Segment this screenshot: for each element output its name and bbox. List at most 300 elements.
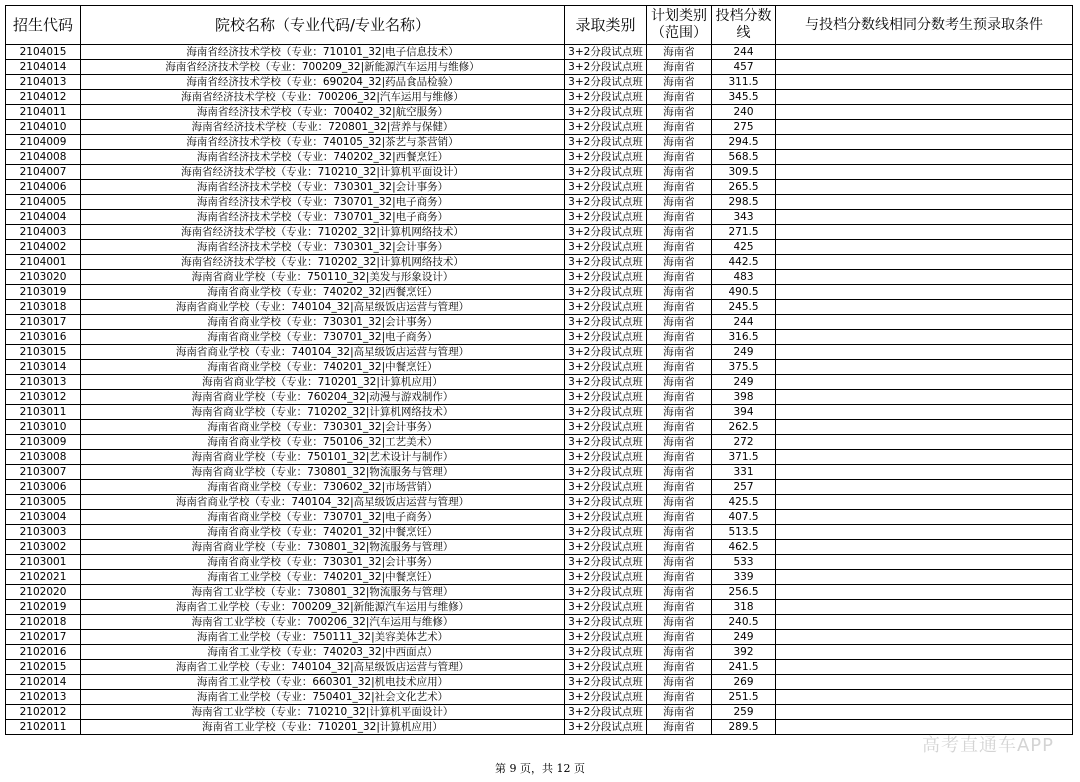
cell-code: 2102018 bbox=[6, 615, 81, 630]
table-row bbox=[6, 240, 1073, 255]
table-row bbox=[6, 690, 1073, 705]
cell-code: 2104009 bbox=[6, 135, 81, 150]
cell-plan-category: 海南省 bbox=[647, 150, 712, 165]
table-row bbox=[6, 315, 1073, 330]
cell-plan-category: 海南省 bbox=[647, 75, 712, 90]
cell-school-major: 海南省商业学校（专业：750106_32|工艺美术） bbox=[81, 435, 565, 450]
cell-school-major: 海南省经济技术学校（专业：740105_32|茶艺与茶营销） bbox=[81, 135, 565, 150]
table-row bbox=[6, 75, 1073, 90]
cell-cutoff-score: 568.5 bbox=[712, 150, 776, 165]
cell-plan-category: 海南省 bbox=[647, 450, 712, 465]
cell-tie-condition bbox=[776, 390, 1073, 405]
cell-school-major: 海南省经济技术学校（专业：700206_32|汽车运用与维修） bbox=[81, 90, 565, 105]
table-row bbox=[6, 720, 1073, 735]
cell-plan-category: 海南省 bbox=[647, 480, 712, 495]
cell-plan-category: 海南省 bbox=[647, 645, 712, 660]
cell-admission-category: 3+2分段试点班 bbox=[565, 525, 647, 540]
cell-school-major: 海南省工业学校（专业：750111_32|美容美体艺术） bbox=[81, 630, 565, 645]
cell-admission-category: 3+2分段试点班 bbox=[565, 240, 647, 255]
table-row bbox=[6, 330, 1073, 345]
table-row bbox=[6, 60, 1073, 75]
cell-cutoff-score: 462.5 bbox=[712, 540, 776, 555]
table-row bbox=[6, 480, 1073, 495]
cell-plan-category: 海南省 bbox=[647, 690, 712, 705]
cell-admission-category: 3+2分段试点班 bbox=[565, 360, 647, 375]
cell-plan-category: 海南省 bbox=[647, 660, 712, 675]
cell-cutoff-score: 249 bbox=[712, 375, 776, 390]
cell-tie-condition bbox=[776, 315, 1073, 330]
cell-plan-category: 海南省 bbox=[647, 540, 712, 555]
cell-tie-condition bbox=[776, 360, 1073, 375]
cell-school-major: 海南省经济技术学校（专业：740202_32|西餐烹饪） bbox=[81, 150, 565, 165]
cell-cutoff-score: 271.5 bbox=[712, 225, 776, 240]
cell-plan-category: 海南省 bbox=[647, 555, 712, 570]
cell-tie-condition bbox=[776, 450, 1073, 465]
cell-code: 2104011 bbox=[6, 105, 81, 120]
cell-code: 2102012 bbox=[6, 705, 81, 720]
cell-admission-category: 3+2分段试点班 bbox=[565, 600, 647, 615]
table-row bbox=[6, 45, 1073, 60]
cell-tie-condition bbox=[776, 210, 1073, 225]
cell-admission-category: 3+2分段试点班 bbox=[565, 480, 647, 495]
cell-school-major: 海南省工业学校（专业：730801_32|物流服务与管理） bbox=[81, 585, 565, 600]
cell-school-major: 海南省经济技术学校（专业：730301_32|会计事务） bbox=[81, 240, 565, 255]
table-row bbox=[6, 465, 1073, 480]
cell-plan-category: 海南省 bbox=[647, 720, 712, 735]
cell-cutoff-score: 407.5 bbox=[712, 510, 776, 525]
table-row bbox=[6, 645, 1073, 660]
cell-tie-condition bbox=[776, 585, 1073, 600]
cell-code: 2104001 bbox=[6, 255, 81, 270]
cell-school-major: 海南省商业学校（专业：730602_32|市场营销） bbox=[81, 480, 565, 495]
cell-tie-condition bbox=[776, 75, 1073, 90]
header-code: 招生代码 bbox=[6, 6, 81, 45]
cell-cutoff-score: 272 bbox=[712, 435, 776, 450]
table-row bbox=[6, 675, 1073, 690]
cell-admission-category: 3+2分段试点班 bbox=[565, 135, 647, 150]
cell-code: 2102020 bbox=[6, 585, 81, 600]
cell-code: 2104003 bbox=[6, 225, 81, 240]
cell-cutoff-score: 257 bbox=[712, 480, 776, 495]
table-row bbox=[6, 405, 1073, 420]
cell-tie-condition bbox=[776, 525, 1073, 540]
cell-code: 2102011 bbox=[6, 720, 81, 735]
cell-admission-category: 3+2分段试点班 bbox=[565, 705, 647, 720]
cell-tie-condition bbox=[776, 405, 1073, 420]
cell-admission-category: 3+2分段试点班 bbox=[565, 540, 647, 555]
cell-tie-condition bbox=[776, 675, 1073, 690]
table-row bbox=[6, 150, 1073, 165]
cell-cutoff-score: 533 bbox=[712, 555, 776, 570]
cell-code: 2103006 bbox=[6, 480, 81, 495]
cell-school-major: 海南省商业学校（专业：740201_32|中餐烹饪） bbox=[81, 360, 565, 375]
cell-code: 2103020 bbox=[6, 270, 81, 285]
cell-plan-category: 海南省 bbox=[647, 705, 712, 720]
cell-school-major: 海南省商业学校（专业：750101_32|艺术设计与制作） bbox=[81, 450, 565, 465]
cell-school-major: 海南省商业学校（专业：750110_32|美发与形象设计） bbox=[81, 270, 565, 285]
cell-admission-category: 3+2分段试点班 bbox=[565, 720, 647, 735]
cell-tie-condition bbox=[776, 135, 1073, 150]
cell-code: 2103016 bbox=[6, 330, 81, 345]
cell-code: 2103008 bbox=[6, 450, 81, 465]
cell-tie-condition bbox=[776, 45, 1073, 60]
cell-admission-category: 3+2分段试点班 bbox=[565, 390, 647, 405]
cell-school-major: 海南省商业学校（专业：740202_32|西餐烹饪） bbox=[81, 285, 565, 300]
cell-tie-condition bbox=[776, 165, 1073, 180]
cell-plan-category: 海南省 bbox=[647, 240, 712, 255]
cell-tie-condition bbox=[776, 600, 1073, 615]
cell-plan-category: 海南省 bbox=[647, 255, 712, 270]
cell-school-major: 海南省商业学校（专业：740104_32|高星级饭店运营与管理） bbox=[81, 345, 565, 360]
cell-tie-condition bbox=[776, 180, 1073, 195]
cell-tie-condition bbox=[776, 435, 1073, 450]
table-row bbox=[6, 435, 1073, 450]
cell-cutoff-score: 294.5 bbox=[712, 135, 776, 150]
cell-tie-condition bbox=[776, 630, 1073, 645]
cell-admission-category: 3+2分段试点班 bbox=[565, 510, 647, 525]
cell-school-major: 海南省商业学校（专业：740201_32|中餐烹饪） bbox=[81, 525, 565, 540]
cell-admission-category: 3+2分段试点班 bbox=[565, 555, 647, 570]
cell-admission-category: 3+2分段试点班 bbox=[565, 300, 647, 315]
cell-admission-category: 3+2分段试点班 bbox=[565, 165, 647, 180]
table-row bbox=[6, 210, 1073, 225]
cell-plan-category: 海南省 bbox=[647, 495, 712, 510]
cell-plan-category: 海南省 bbox=[647, 615, 712, 630]
cell-cutoff-score: 316.5 bbox=[712, 330, 776, 345]
cell-code: 2103001 bbox=[6, 555, 81, 570]
cell-code: 2104006 bbox=[6, 180, 81, 195]
cell-tie-condition bbox=[776, 240, 1073, 255]
cell-code: 2103007 bbox=[6, 465, 81, 480]
cell-plan-category: 海南省 bbox=[647, 330, 712, 345]
cell-code: 2102019 bbox=[6, 600, 81, 615]
cell-cutoff-score: 269 bbox=[712, 675, 776, 690]
cell-plan-category: 海南省 bbox=[647, 60, 712, 75]
cell-plan-category: 海南省 bbox=[647, 345, 712, 360]
cell-admission-category: 3+2分段试点班 bbox=[565, 180, 647, 195]
cell-admission-category: 3+2分段试点班 bbox=[565, 105, 647, 120]
cell-admission-category: 3+2分段试点班 bbox=[565, 345, 647, 360]
cell-tie-condition bbox=[776, 255, 1073, 270]
cell-cutoff-score: 251.5 bbox=[712, 690, 776, 705]
cell-code: 2103002 bbox=[6, 540, 81, 555]
cell-plan-category: 海南省 bbox=[647, 360, 712, 375]
cell-school-major: 海南省工业学校（专业：740203_32|中西面点） bbox=[81, 645, 565, 660]
cell-cutoff-score: 345.5 bbox=[712, 90, 776, 105]
cell-plan-category: 海南省 bbox=[647, 90, 712, 105]
cell-school-major: 海南省经济技术学校（专业：730701_32|电子商务） bbox=[81, 195, 565, 210]
table-header bbox=[6, 6, 1073, 45]
cell-cutoff-score: 309.5 bbox=[712, 165, 776, 180]
cell-cutoff-score: 371.5 bbox=[712, 450, 776, 465]
cell-school-major: 海南省经济技术学校（专业：730301_32|会计事务） bbox=[81, 180, 565, 195]
cell-plan-category: 海南省 bbox=[647, 525, 712, 540]
header-school-major: 院校名称（专业代码/专业名称） bbox=[81, 6, 565, 45]
table-row bbox=[6, 255, 1073, 270]
cell-cutoff-score: 241.5 bbox=[712, 660, 776, 675]
cell-cutoff-score: 259 bbox=[712, 705, 776, 720]
cell-admission-category: 3+2分段试点班 bbox=[565, 90, 647, 105]
cell-admission-category: 3+2分段试点班 bbox=[565, 225, 647, 240]
table-row bbox=[6, 525, 1073, 540]
cell-tie-condition bbox=[776, 120, 1073, 135]
cell-plan-category: 海南省 bbox=[647, 630, 712, 645]
cell-tie-condition bbox=[776, 330, 1073, 345]
cell-plan-category: 海南省 bbox=[647, 105, 712, 120]
cell-tie-condition bbox=[776, 300, 1073, 315]
cell-plan-category: 海南省 bbox=[647, 195, 712, 210]
cell-school-major: 海南省商业学校（专业：740104_32|高星级饭店运营与管理） bbox=[81, 300, 565, 315]
cell-admission-category: 3+2分段试点班 bbox=[565, 615, 647, 630]
cell-cutoff-score: 483 bbox=[712, 270, 776, 285]
cell-code: 2102013 bbox=[6, 690, 81, 705]
cell-school-major: 海南省工业学校（专业：700206_32|汽车运用与维修） bbox=[81, 615, 565, 630]
cell-school-major: 海南省经济技术学校（专业：710202_32|计算机网络技术） bbox=[81, 225, 565, 240]
cell-code: 2103005 bbox=[6, 495, 81, 510]
cell-tie-condition bbox=[776, 345, 1073, 360]
cell-tie-condition bbox=[776, 705, 1073, 720]
table-row bbox=[6, 165, 1073, 180]
cell-plan-category: 海南省 bbox=[647, 420, 712, 435]
cell-plan-category: 海南省 bbox=[647, 270, 712, 285]
cell-code: 2104008 bbox=[6, 150, 81, 165]
cell-tie-condition bbox=[776, 510, 1073, 525]
cell-school-major: 海南省经济技术学校（专业：730701_32|电子商务） bbox=[81, 210, 565, 225]
cell-cutoff-score: 331 bbox=[712, 465, 776, 480]
cell-admission-category: 3+2分段试点班 bbox=[565, 60, 647, 75]
cell-cutoff-score: 318 bbox=[712, 600, 776, 615]
cell-admission-category: 3+2分段试点班 bbox=[565, 120, 647, 135]
table-row bbox=[6, 270, 1073, 285]
header-row bbox=[6, 6, 1073, 45]
cell-tie-condition bbox=[776, 570, 1073, 585]
cell-school-major: 海南省经济技术学校（专业：700209_32|新能源汽车运用与维修） bbox=[81, 60, 565, 75]
cell-code: 2103015 bbox=[6, 345, 81, 360]
cell-tie-condition bbox=[776, 90, 1073, 105]
table-row bbox=[6, 360, 1073, 375]
cell-code: 2104012 bbox=[6, 90, 81, 105]
cell-code: 2102017 bbox=[6, 630, 81, 645]
table-row bbox=[6, 615, 1073, 630]
cell-code: 2104013 bbox=[6, 75, 81, 90]
cell-cutoff-score: 513.5 bbox=[712, 525, 776, 540]
table-row bbox=[6, 450, 1073, 465]
cell-code: 2103018 bbox=[6, 300, 81, 315]
table-row bbox=[6, 555, 1073, 570]
cell-code: 2102016 bbox=[6, 645, 81, 660]
cell-admission-category: 3+2分段试点班 bbox=[565, 330, 647, 345]
cell-code: 2104002 bbox=[6, 240, 81, 255]
cell-school-major: 海南省工业学校（专业：740201_32|中餐烹饪） bbox=[81, 570, 565, 585]
cell-cutoff-score: 457 bbox=[712, 60, 776, 75]
table-row bbox=[6, 105, 1073, 120]
cell-school-major: 海南省经济技术学校（专业：710101_32|电子信息技术） bbox=[81, 45, 565, 60]
cell-admission-category: 3+2分段试点班 bbox=[565, 420, 647, 435]
table-row bbox=[6, 345, 1073, 360]
table-row bbox=[6, 300, 1073, 315]
cell-tie-condition bbox=[776, 195, 1073, 210]
cell-admission-category: 3+2分段试点班 bbox=[565, 660, 647, 675]
cell-tie-condition bbox=[776, 60, 1073, 75]
cell-code: 2104004 bbox=[6, 210, 81, 225]
cell-plan-category: 海南省 bbox=[647, 45, 712, 60]
cell-admission-category: 3+2分段试点班 bbox=[565, 690, 647, 705]
cell-tie-condition bbox=[776, 105, 1073, 120]
cell-school-major: 海南省经济技术学校（专业：710210_32|计算机平面设计） bbox=[81, 165, 565, 180]
header-plan-category: 计划类别（范围） bbox=[647, 6, 712, 45]
cell-tie-condition bbox=[776, 690, 1073, 705]
cell-admission-category: 3+2分段试点班 bbox=[565, 645, 647, 660]
cell-admission-category: 3+2分段试点班 bbox=[565, 375, 647, 390]
cell-plan-category: 海南省 bbox=[647, 315, 712, 330]
cell-admission-category: 3+2分段试点班 bbox=[565, 570, 647, 585]
table-row bbox=[6, 660, 1073, 675]
cell-plan-category: 海南省 bbox=[647, 675, 712, 690]
cell-cutoff-score: 311.5 bbox=[712, 75, 776, 90]
cell-school-major: 海南省商业学校（专业：730801_32|物流服务与管理） bbox=[81, 465, 565, 480]
cell-cutoff-score: 244 bbox=[712, 45, 776, 60]
table-row bbox=[6, 570, 1073, 585]
table-row bbox=[6, 285, 1073, 300]
watermark: 高考直通车APP bbox=[921, 735, 1054, 756]
cell-code: 2102021 bbox=[6, 570, 81, 585]
table-body bbox=[6, 45, 1073, 735]
cell-cutoff-score: 425 bbox=[712, 240, 776, 255]
cell-cutoff-score: 394 bbox=[712, 405, 776, 420]
cell-tie-condition bbox=[776, 660, 1073, 675]
cell-admission-category: 3+2分段试点班 bbox=[565, 210, 647, 225]
cell-tie-condition bbox=[776, 615, 1073, 630]
cell-school-major: 海南省工业学校（专业：750401_32|社会文化艺术） bbox=[81, 690, 565, 705]
header-cutoff-score: 投档分数线 bbox=[712, 6, 776, 45]
cell-admission-category: 3+2分段试点班 bbox=[565, 495, 647, 510]
cell-admission-category: 3+2分段试点班 bbox=[565, 315, 647, 330]
cell-school-major: 海南省商业学校（专业：710201_32|计算机应用） bbox=[81, 375, 565, 390]
cell-cutoff-score: 249 bbox=[712, 345, 776, 360]
cell-tie-condition bbox=[776, 555, 1073, 570]
cell-cutoff-score: 275 bbox=[712, 120, 776, 135]
cell-code: 2103003 bbox=[6, 525, 81, 540]
cell-code: 2102014 bbox=[6, 675, 81, 690]
cell-plan-category: 海南省 bbox=[647, 390, 712, 405]
table-row bbox=[6, 540, 1073, 555]
cell-plan-category: 海南省 bbox=[647, 210, 712, 225]
cell-school-major: 海南省商业学校（专业：710202_32|计算机网络技术） bbox=[81, 405, 565, 420]
cell-code: 2102015 bbox=[6, 660, 81, 675]
cell-cutoff-score: 244 bbox=[712, 315, 776, 330]
cell-school-major: 海南省经济技术学校（专业：700402_32|航空服务） bbox=[81, 105, 565, 120]
cell-code: 2103012 bbox=[6, 390, 81, 405]
cell-code: 2103014 bbox=[6, 360, 81, 375]
cell-school-major: 海南省工业学校（专业：700209_32|新能源汽车运用与维修） bbox=[81, 600, 565, 615]
cell-school-major: 海南省商业学校（专业：730801_32|物流服务与管理） bbox=[81, 540, 565, 555]
cell-tie-condition bbox=[776, 285, 1073, 300]
cell-tie-condition bbox=[776, 465, 1073, 480]
table-row bbox=[6, 630, 1073, 645]
header-admission-category: 录取类别 bbox=[565, 6, 647, 45]
cell-code: 2103017 bbox=[6, 315, 81, 330]
cell-school-major: 海南省商业学校（专业：730701_32|电子商务） bbox=[81, 510, 565, 525]
cell-school-major: 海南省工业学校（专业：710210_32|计算机平面设计） bbox=[81, 705, 565, 720]
cell-cutoff-score: 249 bbox=[712, 630, 776, 645]
page-footer: 第 9 页，共 12 页 bbox=[495, 762, 585, 775]
cell-school-major: 海南省工业学校（专业：710201_32|计算机应用） bbox=[81, 720, 565, 735]
cell-cutoff-score: 265.5 bbox=[712, 180, 776, 195]
cell-admission-category: 3+2分段试点班 bbox=[565, 45, 647, 60]
cell-plan-category: 海南省 bbox=[647, 120, 712, 135]
cell-cutoff-score: 425.5 bbox=[712, 495, 776, 510]
admission-table bbox=[5, 5, 1073, 735]
cell-plan-category: 海南省 bbox=[647, 180, 712, 195]
table-row bbox=[6, 375, 1073, 390]
cell-cutoff-score: 289.5 bbox=[712, 720, 776, 735]
cell-tie-condition bbox=[776, 540, 1073, 555]
cell-admission-category: 3+2分段试点班 bbox=[565, 450, 647, 465]
cell-plan-category: 海南省 bbox=[647, 375, 712, 390]
cell-code: 2103013 bbox=[6, 375, 81, 390]
cell-admission-category: 3+2分段试点班 bbox=[565, 630, 647, 645]
cell-school-major: 海南省商业学校（专业：760204_32|动漫与游戏制作） bbox=[81, 390, 565, 405]
cell-admission-category: 3+2分段试点班 bbox=[565, 75, 647, 90]
cell-plan-category: 海南省 bbox=[647, 465, 712, 480]
table-row bbox=[6, 510, 1073, 525]
cell-cutoff-score: 339 bbox=[712, 570, 776, 585]
cell-plan-category: 海南省 bbox=[647, 135, 712, 150]
cell-tie-condition bbox=[776, 495, 1073, 510]
cell-tie-condition bbox=[776, 375, 1073, 390]
cell-cutoff-score: 398 bbox=[712, 390, 776, 405]
cell-admission-category: 3+2分段试点班 bbox=[565, 405, 647, 420]
cell-cutoff-score: 256.5 bbox=[712, 585, 776, 600]
cell-code: 2104005 bbox=[6, 195, 81, 210]
table-row bbox=[6, 180, 1073, 195]
cell-code: 2103011 bbox=[6, 405, 81, 420]
cell-plan-category: 海南省 bbox=[647, 165, 712, 180]
cell-admission-category: 3+2分段试点班 bbox=[565, 255, 647, 270]
cell-cutoff-score: 392 bbox=[712, 645, 776, 660]
table-row bbox=[6, 195, 1073, 210]
cell-plan-category: 海南省 bbox=[647, 585, 712, 600]
cell-tie-condition bbox=[776, 150, 1073, 165]
table-row bbox=[6, 390, 1073, 405]
cell-tie-condition bbox=[776, 480, 1073, 495]
cell-admission-category: 3+2分段试点班 bbox=[565, 675, 647, 690]
cell-plan-category: 海南省 bbox=[647, 435, 712, 450]
cell-tie-condition bbox=[776, 270, 1073, 285]
table-row bbox=[6, 495, 1073, 510]
cell-code: 2104007 bbox=[6, 165, 81, 180]
cell-code: 2103009 bbox=[6, 435, 81, 450]
cell-cutoff-score: 240.5 bbox=[712, 615, 776, 630]
table-row bbox=[6, 420, 1073, 435]
cell-plan-category: 海南省 bbox=[647, 225, 712, 240]
cell-tie-condition bbox=[776, 225, 1073, 240]
header-tie-condition: 与投档分数线相同分数考生预录取条件 bbox=[776, 6, 1073, 45]
cell-plan-category: 海南省 bbox=[647, 510, 712, 525]
cell-school-major: 海南省经济技术学校（专业：710202_32|计算机网络技术） bbox=[81, 255, 565, 270]
cell-cutoff-score: 298.5 bbox=[712, 195, 776, 210]
cell-cutoff-score: 375.5 bbox=[712, 360, 776, 375]
cell-admission-category: 3+2分段试点班 bbox=[565, 465, 647, 480]
cell-cutoff-score: 240 bbox=[712, 105, 776, 120]
cell-admission-category: 3+2分段试点班 bbox=[565, 585, 647, 600]
cell-school-major: 海南省经济技术学校（专业：720801_32|营养与保健） bbox=[81, 120, 565, 135]
cell-school-major: 海南省商业学校（专业：730701_32|电子商务） bbox=[81, 330, 565, 345]
cell-code: 2104014 bbox=[6, 60, 81, 75]
cell-cutoff-score: 490.5 bbox=[712, 285, 776, 300]
cell-school-major: 海南省商业学校（专业：730301_32|会计事务） bbox=[81, 315, 565, 330]
cell-code: 2104015 bbox=[6, 45, 81, 60]
